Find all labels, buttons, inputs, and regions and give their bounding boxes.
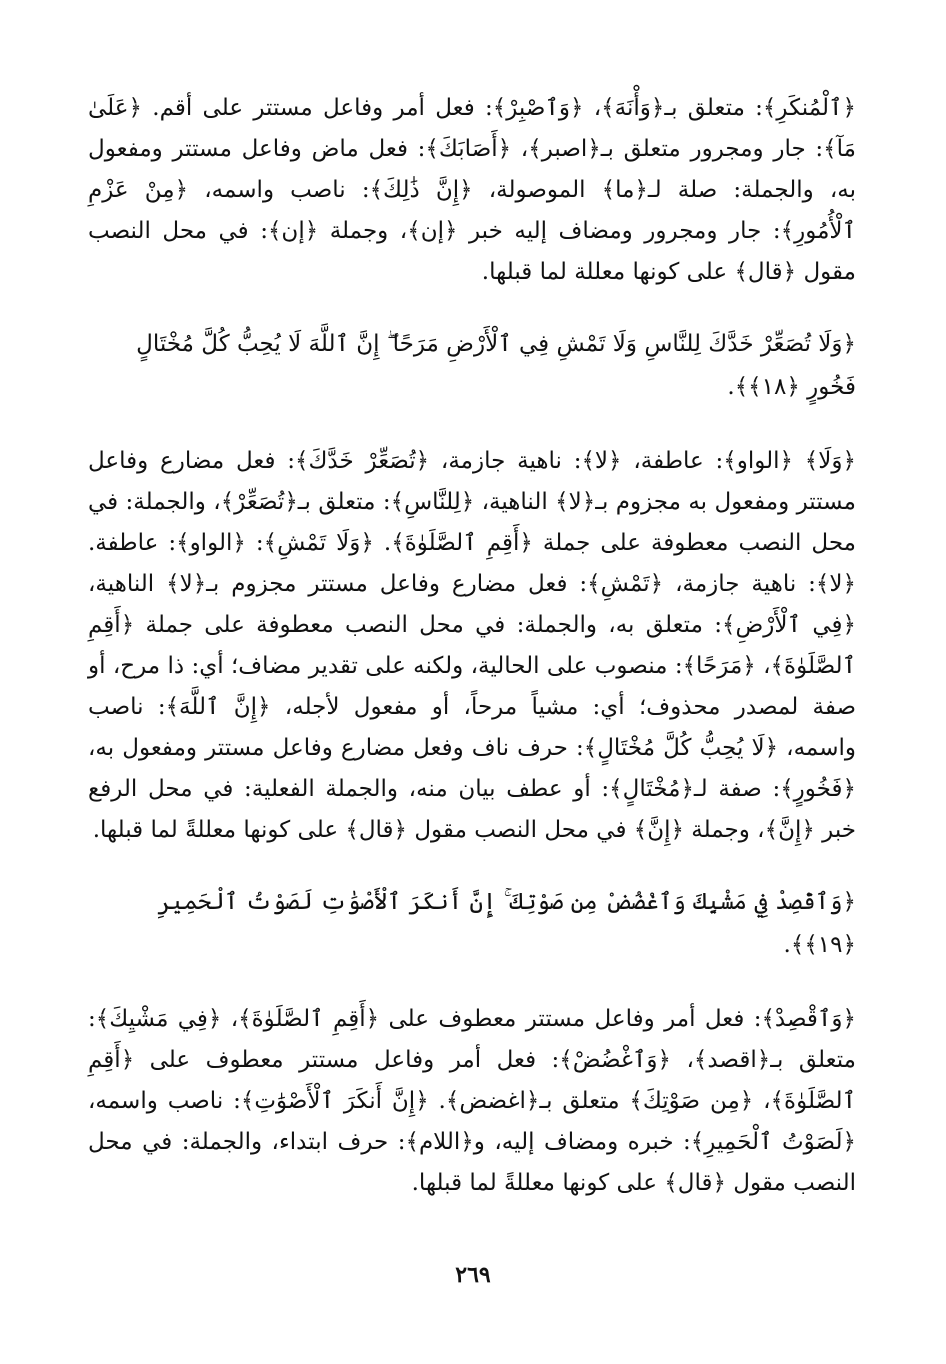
quran-verse-19: ﴿وَٱقْصِدْ فِي مَشْيِكَ وَٱغْضُضْ مِن صَوْتِكَ ۚ إِنَّ أَنكَرَ ٱلْأَصْوَٰتِ لَصَوْتُ ٱلْحَمِيرِ ﴿١٩﴾﴾. [157,889,856,958]
quran-verse-18: ﴿وَلَا تُصَعِّرْ خَدَّكَ لِلنَّاسِ وَلَا تَمْشِ فِي ٱلْأَرْضِ مَرَحًا ۖ إِنَّ ٱللَّهَ لَا يُحِبُّ كُلَّ مُخْتَالٍ فَخُورٍ ﴿١٨﴾﴾. [136,331,856,400]
paragraph-3: ﴿وَٱقْصِدْ﴾: فعل أمر وفاعل مستتر معطوف على ﴿أَقِمِ ٱلصَّلَوٰةَ﴾، ﴿فِي مَشْيِكَ﴾: متعلق بـ﴿اقصد﴾، ﴿وَٱغْضُضْ﴾: فعل أمر وفاعل مستتر معطوف على ﴿أَقِمِ ٱلصَّلَوٰةَ﴾، ﴿مِن صَوْتِكَ﴾ متعلق بـ﴿اغضض﴾. ﴿إِنَّ أَنكَرَ ٱلْأَصْوَٰتِ﴾: ناصب واسمه، ﴿لَصَوْتُ ٱلْحَمِيرِ﴾: خبره ومضاف إليه، و﴿اللام﴾: حرف ابتداء، والجملة: في محل النصب مقول ﴿قال﴾ على كونها معللةً لما قبلها. [88,1006,856,1196]
page-number: ٢٦٩ [455,1262,491,1288]
paragraph-2: ﴿وَلَا﴾ ﴿الواو﴾: عاطفة، ﴿لا﴾: ناهية جازمة، ﴿تُصَعِّرْ خَدَّكَ﴾: فعل مضارع وفاعل مستتر ومفعول به مجزوم بـ﴿لا﴾ الناهية، ﴿لِلنَّاسِ﴾: متعلق بـ﴿تُصَعِّرْ﴾، والجملة: في محل النصب معطوفة على جملة ﴿أَقِمِ ٱلصَّلَوٰةَ﴾. ﴿وَلَا تَمْشِ﴾: ﴿الواو﴾: عاطفة. ﴿لا﴾: ناهية جازمة، ﴿تَمْشِ﴾: فعل مضارع وفاعل مستتر مجزوم بـ﴿لا﴾ الناهية، ﴿فِي ٱلْأَرْضِ﴾: متعلق به، والجملة: في محل النصب معطوفة على جملة ﴿أَقِمِ ٱلصَّلَوٰةَ﴾، ﴿مَرَحًا﴾: منصوب على الحالية، ولكنه على تقدير مضاف؛ أي: ذا مرح، أو صفة لمصدر محذوف؛ أي: مشياً مرحاً، أو مفعول لأجله، ﴿إِنَّ ٱللَّهَ﴾: ناصب واسمه، ﴿لَا يُحِبُّ كُلَّ مُخْتَالٍ﴾: حرف ناف وفعل مضارع وفاعل مستتر ومفعول به، ﴿فَخُورٍ﴾: صفة لـ﴿مُخْتَالٍ﴾: أو عطف بيان منه، والجملة الفعلية: في محل الرفع خبر ﴿إِنَّ﴾، وجملة ﴿إِنَّ﴾ في محل النصب مقول ﴿قال﴾ على كونها معللةً لما قبلها. [88,448,856,843]
page-content [88,88,856,1318]
paragraph-1: ﴿ٱلْمُنكَرِ﴾: متعلق بـ﴿وَأْنَهَ﴾، ﴿وَٱصْبِرْ﴾: فعل أمر وفاعل مستتر على أقم. ﴿عَلَىٰ مَآ﴾: جار ومجرور متعلق بـ﴿اصبر﴾، ﴿أَصَابَكَ﴾: فعل ماض وفاعل مستتر ومفعول به، والجملة: صلة لـ﴿ما﴾ الموصولة، ﴿إِنَّ ذَٰلِكَ﴾: ناصب واسمه، ﴿مِنْ عَزْمِ ٱلْأُمُورِ﴾: جار ومجرور ومضاف إليه خبر ﴿إن﴾، وجملة ﴿إن﴾: في محل النصب مقول ﴿قال﴾ على كونها معللة لما قبلها. [88,95,856,285]
